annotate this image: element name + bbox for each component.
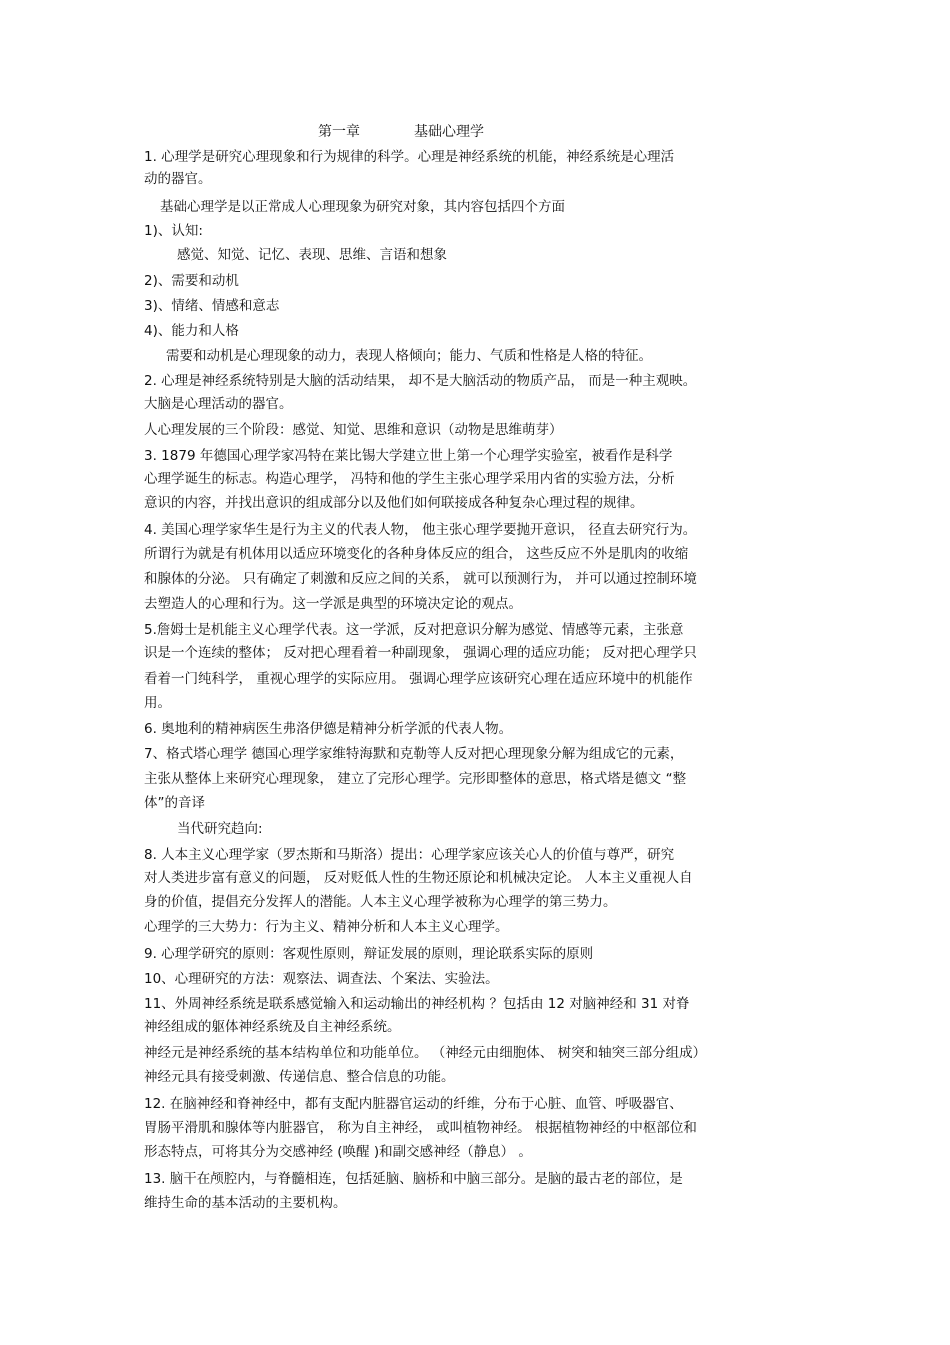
- text-line: 4)、能力和人格: [144, 323, 239, 339]
- text-line: 神经元是神经系统的基本结构单位和功能单位。 （神经元由细胞体、 树突和轴突三部分组成）: [144, 1045, 707, 1061]
- text-line: 13. 脑干在颅腔内，与脊髓相连，包括延脑、脑桥和中脑三部分。是脑的最古老的部位，是: [144, 1171, 683, 1187]
- text-line: 神经组成的躯体神经系统及自主神经系统。: [144, 1019, 401, 1035]
- text-line: 需要和动机是心理现象的动力，表现人格倾向；能力、气质和性格是人格的特征。: [166, 348, 652, 364]
- text-line: 大脑是心理活动的器官。: [144, 396, 293, 412]
- text-line: 2. 心理是神经系统特别是大脑的活动结果， 却不是大脑活动的物质产品， 而是一种主观映。: [144, 373, 697, 389]
- text-line: 意识的内容，并找出意识的组成部分以及他们如何联接成各种复杂心理过程的规律。: [144, 495, 644, 511]
- text-line: 5.詹姆士是机能主义心理学代表。这一学派，反对把意识分解为感觉、情感等元素，主张意: [144, 622, 684, 638]
- text-line: 维持生命的基本活动的主要机构。: [144, 1195, 347, 1211]
- text-line: 心理学诞生的标志。构造心理学， 冯特和他的学生主张心理学采用内省的实验方法，分析: [144, 471, 675, 487]
- text-line: 9. 心理学研究的原则：客观性原则，辩证发展的原则，理论联系实际的原则: [144, 946, 594, 962]
- text-line: 10、心理研究的方法：观察法、调查法、个案法、实验法。: [144, 971, 499, 987]
- text-line: 感觉、知觉、记忆、表现、思维、言语和想象: [177, 247, 447, 263]
- text-line: 动的器官。: [144, 171, 212, 187]
- text-line: 识是一个连续的整体； 反对把心理看着一种副现象， 强调心理的适应功能； 反对把心理学只: [144, 645, 697, 661]
- text-line: 4. 美国心理学家华生是行为主义的代表人物， 他主张心理学要抛开意识， 径直去研究行为。: [144, 522, 697, 538]
- text-line: 对人类进步富有意义的问题， 反对贬低人性的生物还原论和机械决定论。 人本主义重视人自: [144, 870, 693, 886]
- text-line: 和腺体的分泌。 只有确定了刺激和反应之间的关系， 就可以预测行为， 并可以通过控制环境: [144, 571, 697, 587]
- text-line: 1. 心理学是研究心理现象和行为规律的科学。心理是神经系统的机能，神经系统是心理活: [144, 149, 675, 165]
- text-line: 6. 奥地利的精神病医生弗洛伊德是精神分析学派的代表人物。: [144, 721, 513, 737]
- text-line: 看着一门纯科学， 重视心理学的实际应用。 强调心理学应该研究心理在适应环境中的机能作: [144, 671, 693, 687]
- text-line: 形态特点，可将其分为交感神经 (唤醒 )和副交感神经（静息） 。: [144, 1144, 532, 1160]
- text-line: 所谓行为就是有机体用以适应环境变化的各种身体反应的组合， 这些反应不外是肌肉的收缩: [144, 546, 689, 562]
- text-line: 人心理发展的三个阶段：感觉、知觉、思维和意识（动物是思维萌芽）: [144, 422, 563, 438]
- text-line: 主张从整体上来研究心理现象， 建立了完形心理学。完形即整体的意思，格式塔是德文 “整: [144, 771, 687, 787]
- chapter-title: 基础心理学: [414, 124, 484, 140]
- text-line: 7、格式塔心理学 德国心理学家维特海默和克勒等人反对把心理现象分解为组成它的元素，: [144, 746, 684, 762]
- text-line: 12. 在脑神经和脊神经中，都有支配内脏器官运动的纤维，分布于心脏、血管、呼吸器官、: [144, 1096, 683, 1112]
- text-line: 当代研究趋向:: [177, 821, 263, 837]
- text-line: 用。: [144, 695, 171, 711]
- text-line: 心理学的三大势力：行为主义、精神分析和人本主义心理学。: [144, 919, 509, 935]
- text-line: 身的价值，提倡充分发挥人的潜能。人本主义心理学被称为心理学的第三势力。: [144, 894, 617, 910]
- text-line: 3. 1879 年德国心理学家冯特在莱比锡大学建立世上第一个心理学实验室，被看作是科学: [144, 448, 673, 464]
- text-line: 11、外周神经系统是联系感觉输入和运动输出的神经机构 ？包括由 12 对脑神经和 31 对脊: [144, 996, 690, 1012]
- text-line: 2)、需要和动机: [144, 273, 239, 289]
- text-line: 8. 人本主义心理学家（罗杰斯和马斯洛）提出：心理学家应该关心人的价值与尊严，研究: [144, 847, 675, 863]
- text-line: 3)、情绪、情感和意志: [144, 298, 280, 314]
- text-line: 神经元具有接受刺激、传递信息、整合信息的功能。: [144, 1069, 455, 1085]
- text-line: 基础心理学是以正常成人心理现象为研究对象，其内容包括四个方面: [160, 199, 565, 215]
- text-line: 1)、认知:: [144, 223, 203, 239]
- text-line: 体”的音译: [144, 795, 205, 811]
- chapter-number: 第一章: [318, 124, 360, 140]
- text-line: 去塑造人的心理和行为。这一学派是典型的环境决定论的观点。: [144, 596, 522, 612]
- text-line: 胃肠平滑肌和腺体等内脏器官， 称为自主神经， 或叫植物神经。 根据植物神经的中枢部位和: [144, 1120, 697, 1136]
